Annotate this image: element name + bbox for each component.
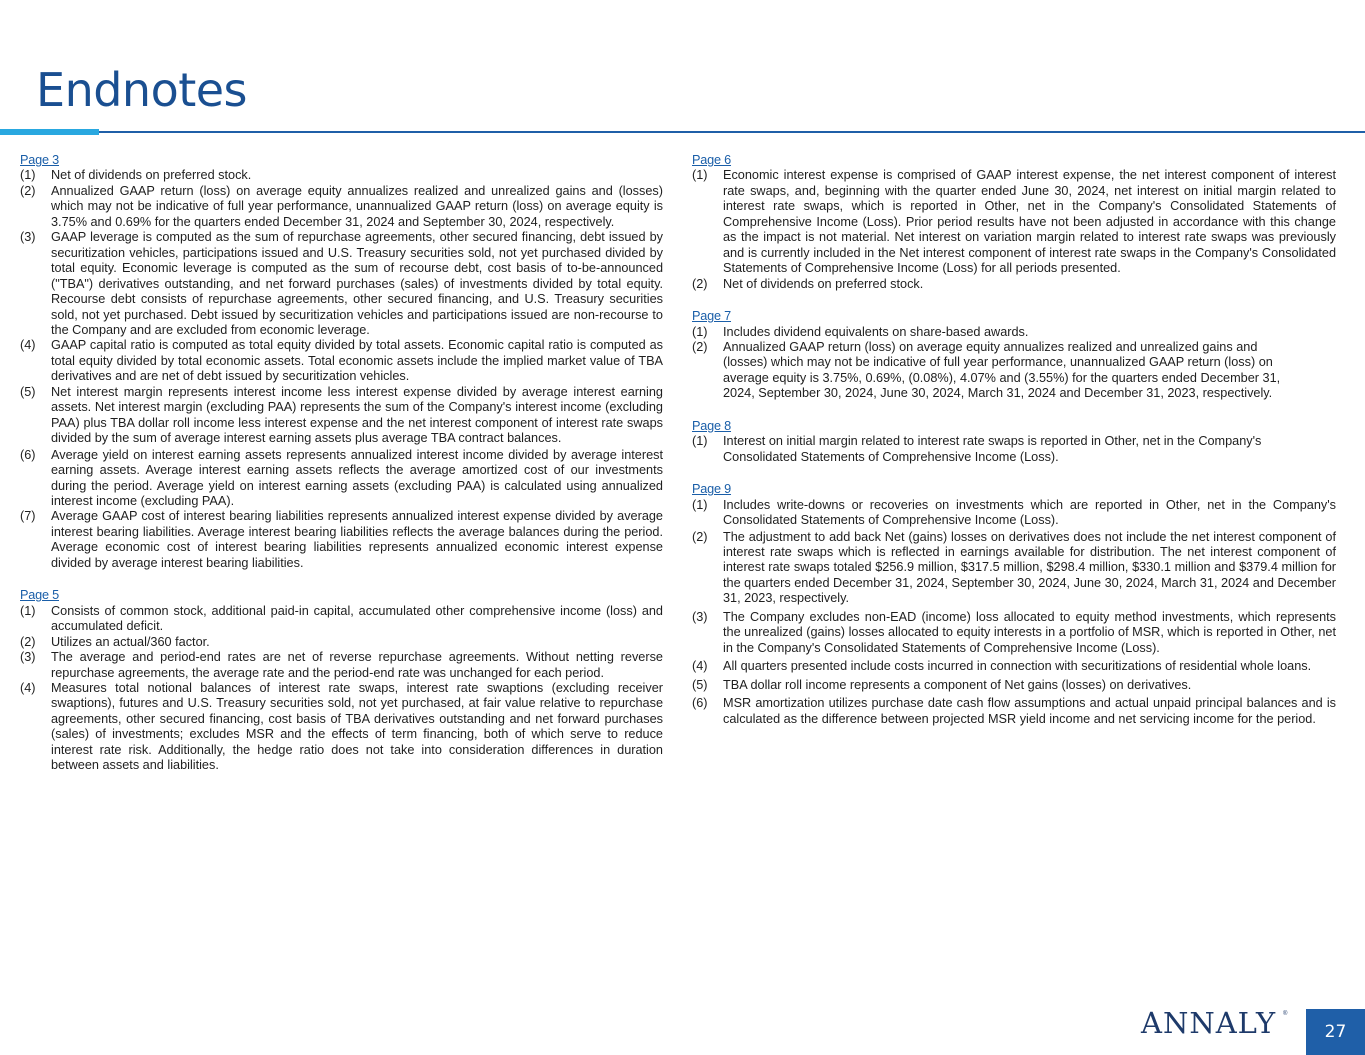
endnotes-section-page-7 (692, 309, 1336, 402)
endnote-text: GAAP leverage is computed as the sum of repurchase agreements, other secured financing, debt issued by securitization vehicles, participations issued and U.S. Treasury securities sold, not yet purchased divided by total equity. Economic leverage is computed as the sum of recourse debt, cost basis of to-be-announced ("TBA") derivatives outstanding, and net forward purchases (sales) of investments divided by total equity. Recourse debt consists of repurchase agreements, other secured financing, and U.S. Treasury securities sold, not yet purchased. Debt issued by securitization vehicles and participations issued are non-recourse to the Company and are excluded from economic leverage. (51, 230, 663, 337)
endnote-item (692, 678, 1336, 693)
left-column (20, 153, 663, 791)
endnotes-section-page-3 (20, 153, 663, 571)
endnote-text: Average yield on interest earning assets represents annualized interest income divided by average interest earning assets. Average interest earning assets reflects the average amortized cost of our investments during the period. Average yield on interest earning assets (excluding PAA) is calculated using annualized interest income (excluding PAA). (51, 447, 663, 508)
endnote-number: (2) (20, 634, 36, 649)
endnote-number: (1) (20, 603, 36, 618)
endnote-text: Net interest margin represents interest income less interest expense divided by average interest earning assets. Net interest margin (excluding PAA) represents the sum of the Company's interest income (excluding PAA) plus TBA dollar roll income less interest expense and the net interest component of interest rate swaps divided by the sum of average interest earning assets plus average TBA contract balances. (51, 384, 663, 446)
endnote-number: (2) (692, 339, 708, 354)
page-5-link[interactable]: Page 5 (20, 588, 60, 603)
endnote-item (20, 385, 663, 447)
page-9-link[interactable]: Page 9 (692, 482, 732, 497)
endnote-number: (5) (20, 384, 36, 399)
endnote-text: Includes dividend equivalents on share-based awards. (723, 324, 1029, 339)
endnotes-section-page-5 (20, 588, 663, 773)
endnote-text: GAAP capital ratio is computed as total equity divided by total assets. Economic capital ratio is computed as total equity divided by total economic assets. Total economic assets include the implied market value of TBA derivatives and are net of debt issued by securitization vehicles. (51, 338, 663, 384)
page-7-link[interactable]: Page 7 (692, 309, 732, 324)
endnote-text: Annualized GAAP return (loss) on average equity annualizes realized and unrealized gains and (losses) which may not be indicative of full year performance, unannualized GAAP return (loss) on average equity is 3.75%, 0.69%, (0.08%), 4.07% and (3.55%) for the quarters ended December 31, 2024, September 30, 2024, June 30, 2024, March 31, 2024 and December 31, 2023, respectively. (723, 339, 1281, 401)
endnote-text: TBA dollar roll income represents a component of Net gains (losses) on derivatives. (723, 677, 1192, 692)
endnote-text: The Company excludes non-EAD (income) loss allocated to equity method investments, which represents the unrealized (gains) losses allocated to equity interests in a portfolio of MSR, which is reported in Other, net in the Company's Consolidated Statements of Comprehensive Income (Loss). (723, 609, 1336, 655)
title-rule-accent (0, 129, 99, 135)
endnote-item (20, 184, 663, 230)
endnote-item (20, 635, 663, 650)
endnote-number: (4) (20, 338, 36, 353)
endnote-item (20, 230, 663, 338)
endnote-number: (1) (692, 324, 708, 339)
endnote-item (692, 659, 1336, 674)
endnote-number: (3) (692, 609, 708, 624)
endnote-text: The average and period-end rates are net of reverse repurchase agreements. Without netting reverse repurchase agreements, the average rate and the period-end rate was unchanged for each period. (51, 650, 663, 680)
endnote-number: (2) (20, 183, 36, 198)
endnote-item (692, 325, 1336, 340)
endnotes-section-page-9 (692, 482, 1336, 727)
endnote-number: (4) (692, 659, 708, 674)
endnote-item (692, 340, 1336, 402)
endnote-item (692, 498, 1336, 529)
endnote-item (692, 696, 1336, 727)
endnote-item (20, 509, 663, 571)
endnote-number: (1) (20, 168, 36, 183)
endnote-number: (4) (20, 680, 36, 695)
endnote-text: MSR amortization utilizes purchase date cash flow assumptions and actual unpaid principal balances and is calculated as the difference between projected MSR yield income and net servicing income for the period. (723, 696, 1336, 726)
endnote-item (692, 434, 1336, 465)
endnote-text: Includes write-downs or recoveries on investments which are reported in Other, net in the Company's Consolidated Statements of Comprehensive Income (Loss). (723, 497, 1336, 528)
endnote-item (20, 604, 663, 635)
endnote-text: All quarters presented include costs incurred in connection with securitizations of residential whole loans. (723, 659, 1312, 674)
endnote-number: (3) (20, 230, 36, 245)
endnote-text: Annualized GAAP return (loss) on average equity annualizes realized and unrealized gains and (losses) which may not be indicative of full year performance, unannualized GAAP return (loss) on average equity is 3.75% and 0.69% for the quarters ended December 31, 2024 and September 30, 2024, respectively. (51, 183, 663, 229)
registered-mark: ® (1283, 1011, 1288, 1017)
endnote-text: The adjustment to add back Net (gains) losses on derivatives does not include the net interest component of interest rate swaps which is reflected in earnings available for distribution. The net interest component of interest rate swaps totaled $256.9 million, $317.5 million, $298.4 million, $330.1 million and $379.4 million for the quarters ended December 31, 2024, September 30, 2024, June 30, 2024, March 31, 2024 and December 31, 2023, respectively. (723, 529, 1336, 606)
endnote-item (20, 338, 663, 384)
endnotes-section-page-8 (692, 419, 1336, 465)
endnote-number: (6) (20, 447, 36, 462)
endnote-number: (3) (20, 650, 36, 665)
endnote-text: Interest on initial margin related to interest rate swaps is reported in Other, net in the Company's Consolidated Statements of Comprehensive Income (Loss). (723, 434, 1262, 464)
page-title: Endnotes (36, 63, 248, 117)
endnote-text: Consists of common stock, additional paid-in capital, accumulated other comprehensive income (loss) and accumulated deficit. (51, 603, 663, 634)
endnote-text: Measures total notional balances of interest rate swaps, interest rate swaptions (excluding receiver swaptions), futures and U.S. Treasury securities sold, not yet purchased, at fair value relative to repurchase agreements, other secured financing, cost basis of TBA derivatives outstanding and net forward purchases (sales) of investments; excludes MSR and the effects of term financing, both of which serve to reduce interest rate risk. Additionally, the hedge ratio does not take into consideration differences in duration between assets and liabilities. (51, 680, 663, 773)
endnote-item (20, 650, 663, 681)
endnote-text: Net of dividends on preferred stock. (51, 168, 252, 183)
endnote-text: Net of dividends on preferred stock. (723, 276, 924, 291)
endnote-number: (6) (692, 696, 708, 711)
endnote-number: (2) (692, 529, 708, 544)
endnote-item (692, 277, 1336, 292)
page-number: 27 (1306, 1009, 1365, 1055)
title-rule (0, 131, 1365, 133)
page-6-link[interactable]: Page 6 (692, 153, 732, 167)
endnote-item (692, 168, 1336, 276)
endnote-number: (1) (692, 168, 708, 183)
endnote-item (20, 168, 663, 183)
endnote-number: (5) (692, 677, 708, 692)
endnote-text: Economic interest expense is comprised of GAAP interest expense, the net interest component of interest rate swaps, and, beginning with the quarter ended June 30, 2024, net interest on initial margin related to interest rate swaps, which is reported in Other, net in the Company's Consolidated Statements of Comprehensive Income (Loss). Prior period results have not been adjusted in accordance with this change as the impact is not material. Net interest on variation margin related to interest rate swaps was previously and is currently included in the Net interest component of interest rate swaps in the Company's Consolidated Statements of Comprehensive Income (Loss) for all periods presented. (723, 168, 1336, 276)
endnote-number: (7) (20, 509, 36, 524)
page-8-link[interactable]: Page 8 (692, 418, 732, 433)
endnote-number: (2) (692, 276, 708, 291)
page-3-link[interactable]: Page 3 (20, 153, 60, 167)
endnotes-section-page-6 (692, 153, 1336, 292)
right-column (692, 153, 1336, 744)
endnote-text: Average GAAP cost of interest bearing liabilities represents annualized interest expense divided by average interest bearing liabilities. Average interest bearing liabilities reflects the average balances during the period. Average economic cost of interest bearing liabilities represents annualized economic interest expense divided by average interest bearing liabilities. (51, 509, 663, 570)
endnote-text: Utilizes an actual/360 factor. (51, 634, 210, 649)
endnote-number: (1) (692, 497, 708, 512)
annaly-logo: ANNALY (1141, 1006, 1277, 1040)
endnote-number: (1) (692, 434, 708, 449)
endnote-item (20, 448, 663, 510)
endnote-item (20, 681, 663, 774)
endnote-item (692, 530, 1336, 607)
endnote-item (692, 610, 1336, 656)
